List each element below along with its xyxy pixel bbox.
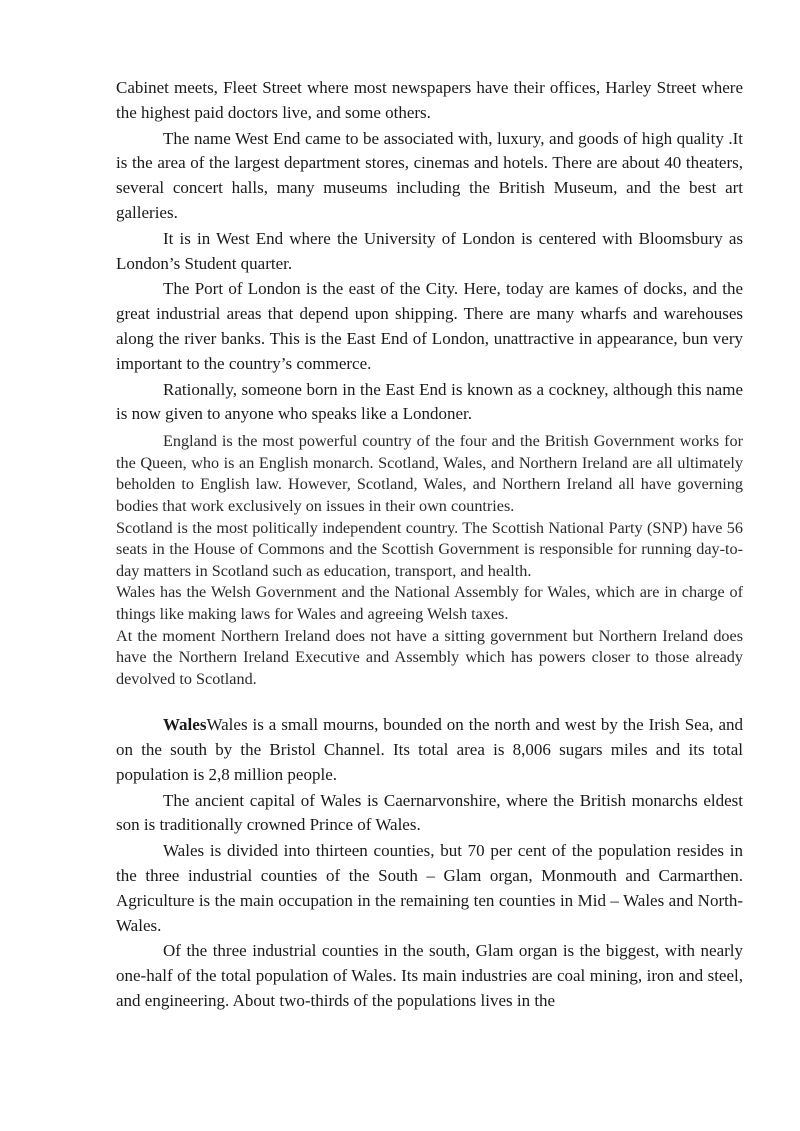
wales-heading: Wales: [163, 715, 207, 735]
paragraph-cockney: Rationally, someone born in the East End is known as a cockney, although this name is now given to anyone who speaks like a Londoner.: [116, 379, 743, 424]
paragraph-wales-counties: Wales is divided into thirteen counties, but 70 per cent of the population resides in the three industrial counties of the South – Glam organ, Monmouth and Carmarthen. Agriculture is the main occupation in the remaining ten counties in Mid – Wales and North-Wales.: [116, 841, 743, 935]
paragraph-england: England is the most powerful country of the four and the British Government works for the Queen, who is an English monarch. Scotland, Wales, and Northern Ireland are all ultimately beholden to English law. However, Scotland, Wales, and Northern Ireland all have governing bodies that work exclusively on issues in their own countries.: [116, 432, 743, 515]
paragraph-port-of-london: The Port of London is the east of the City. Here, today are kames of docks, and the great industrial areas that depend upon shipping. There are many wharfs and warehouses along the river banks. This is the East End of London, unattractive in appearance, bun very important to the country’s commerce.: [116, 279, 743, 373]
paragraph-northern-ireland: At the moment Northern Ireland does not have a sitting government but Northern Ireland does have the Northern Ireland Executive and Assembly which has powers closer to those already devolved to Scotland.: [116, 626, 743, 688]
paragraph-wales-government: Wales has the Welsh Government and the National Assembly for Wales, which are in charge of things like making laws for Wales and agreeing Welsh taxes.: [116, 583, 743, 623]
paragraph-scotland: Scotland is the most politically independent country. The Scottish National Party (SNP) have 56 seats in the House of Commons and the Scottish Government is responsible for running day-to-day matters in Scotland such as education, transport, and health.: [116, 518, 743, 580]
paragraph-cabinet: Cabinet meets, Fleet Street where most newspapers have their offices, Harley Street where the highest paid doctors live, and some others.: [116, 78, 743, 122]
document-body: [116, 76, 743, 1014]
paragraph-glamorgan: Of the three industrial counties in the south, Glam organ is the biggest, with nearly one-half of the total population of Wales. Its main industries are coal mining, iron and steel, and engineering. About two-thirds of the populations lives in the: [116, 941, 743, 1011]
paragraph-wales-capital: The ancient capital of Wales is Caernarvonshire, where the British monarchs eldest son is traditionally crowned Prince of Wales.: [116, 790, 743, 835]
paragraph-university: It is in West End where the University of London is centered with Bloomsbury as London’s Student quarter.: [116, 228, 743, 273]
paragraph-wales-intro: [116, 713, 743, 787]
wales-intro-text: Wales is a small mourns, bounded on the north and west by the Irish Sea, and on the south by the Bristol Channel. Its total area is 8,006 sugars miles and its total population is 2,8 million people.: [116, 715, 743, 784]
paragraph-west-end: The name West End came to be associated with, luxury, and goods of high quality .It is the area of the largest department stores, cinemas and hotels. There are about 40 theaters, several concert halls, many museums including the British Museum, and the best art galleries.: [116, 128, 743, 222]
